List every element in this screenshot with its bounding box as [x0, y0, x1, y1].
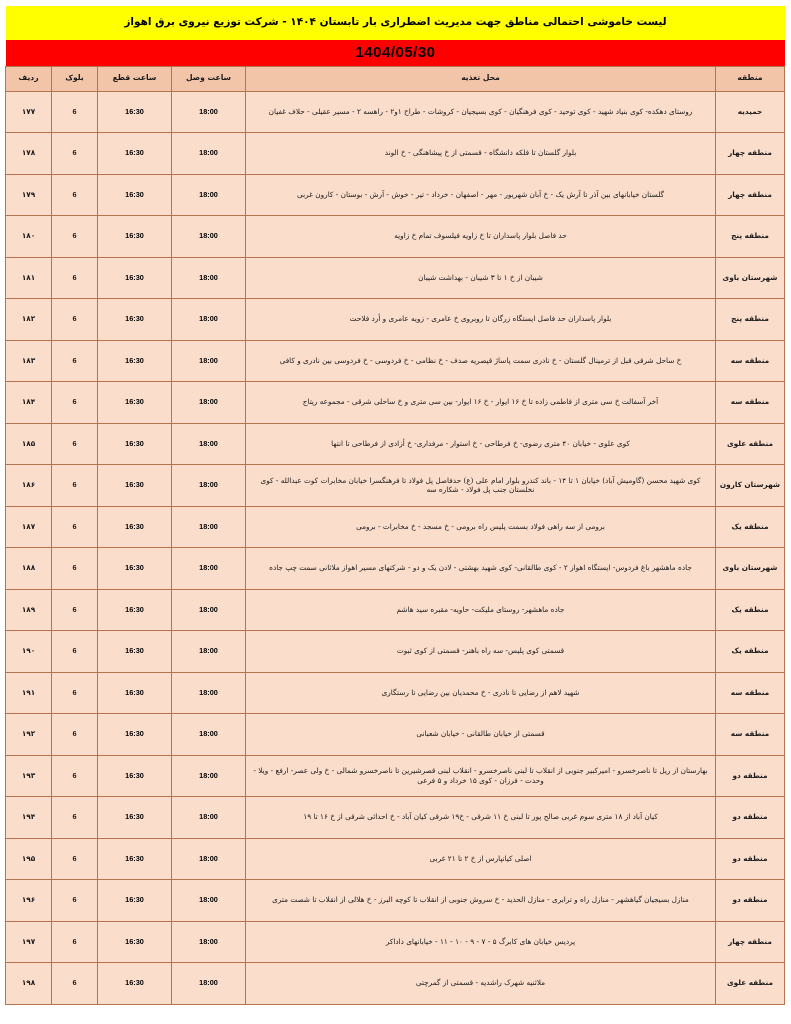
cell-zone: شهرستان کارون — [716, 465, 785, 507]
cell-block: 6 — [52, 382, 98, 424]
cell-description: کوی شهید محسن (گاومیش آباد) خیابان ۱ تا ۱۴ - باند کندرو بلوار امام علی (ع) حدفاصل پل فولاد تا فرهنگسرا خیابان مخابرات کوت عبدالله - کوی نخلستان جنب پل فولاد - شکاره سه — [246, 465, 716, 507]
cell-row-number: ۱۹۳ — [6, 755, 52, 797]
cell-description: اصلی کیانپارس از خ ۲ تا ۲۱ غربی — [246, 838, 716, 880]
cell-off-time: 16:30 — [98, 880, 172, 922]
cell-off-time: 16:30 — [98, 465, 172, 507]
cell-block: 6 — [52, 880, 98, 922]
cell-off-time: 16:30 — [98, 216, 172, 258]
table-row — [6, 216, 785, 258]
cell-row-number: ۱۸۲ — [6, 299, 52, 341]
cell-on-time: 18:00 — [172, 880, 246, 922]
cell-block: 6 — [52, 91, 98, 133]
cell-zone: منطقه دو — [716, 797, 785, 839]
cell-row-number: ۱۸۸ — [6, 548, 52, 590]
cell-block: 6 — [52, 548, 98, 590]
table-row — [6, 174, 785, 216]
cell-off-time: 16:30 — [98, 506, 172, 548]
table-row — [6, 465, 785, 507]
cell-on-time: 18:00 — [172, 216, 246, 258]
cell-on-time: 18:00 — [172, 174, 246, 216]
cell-row-number: ۱۹۱ — [6, 672, 52, 714]
cell-block: 6 — [52, 921, 98, 963]
outage-table — [5, 66, 785, 1005]
cell-off-time: 16:30 — [98, 797, 172, 839]
cell-description: بلوار پاسداران حد فاصل ایستگاه زرگان تا روبروی خ عامری - زویه عامری و أرد فلاحت — [246, 299, 716, 341]
cell-description: بهارستان از ریل تا ناصرخسرو - امیرکبیر جنوبی از انقلاب تا لبنی ناصرخسرو - انقلاب لبنی قصرشیرین تا ناصرخسرو شمالی - خ ولی عصر- ارفع - ویلا - وحدت - فرزان - کوی ۱۵ خرداد و ۵ فرعی — [246, 755, 716, 797]
cell-block: 6 — [52, 631, 98, 673]
cell-zone: منطقه سه — [716, 714, 785, 756]
cell-description: روستای دهکده- کوی بنیاد شهید - کوی توحید - کوی فرهنگیان - کوی بسیجیان - کروشات - طراح ۱و۲ - راهسه ۲ - مسیر عقیلی - حلاف غفیان — [246, 91, 716, 133]
table-row — [6, 838, 785, 880]
cell-description: جاده ماهشهر باغ فردوس- ایستگاه اهواز ۲ - کوی طالقانی- کوی شهید بهشتی - لادن یک و دو - شرکتهای مسیر اهواز ملاثانی سمت چپ جاده — [246, 548, 716, 590]
cell-row-number: ۱۹۰ — [6, 631, 52, 673]
cell-row-number: ۱۹۲ — [6, 714, 52, 756]
cell-row-number: ۱۹۵ — [6, 838, 52, 880]
cell-block: 6 — [52, 797, 98, 839]
cell-block: 6 — [52, 299, 98, 341]
table-row — [6, 340, 785, 382]
cell-on-time: 18:00 — [172, 133, 246, 175]
cell-off-time: 16:30 — [98, 838, 172, 880]
cell-zone: حمیدیه — [716, 91, 785, 133]
cell-off-time: 16:30 — [98, 257, 172, 299]
cell-off-time: 16:30 — [98, 755, 172, 797]
table-row — [6, 921, 785, 963]
page-title: لیست خاموشی احتمالی مناطق جهت مدیریت اضطراری بار تابستان ۱۴۰۴ - شرکت توزیع نیروی برق اهواز — [6, 6, 785, 40]
cell-row-number: ۱۸۱ — [6, 257, 52, 299]
cell-row-number: ۱۷۸ — [6, 133, 52, 175]
cell-on-time: 18:00 — [172, 921, 246, 963]
table-row — [6, 548, 785, 590]
column-header-description: محل تغذیه — [246, 66, 716, 91]
cell-description: شیبان از خ ۱ تا ۳ شیبان - بهداشت شیبان — [246, 257, 716, 299]
cell-description: برومی از سه راهی فولاد بسمت پلیس راه برومی - خ مسجد - خ مخابرات - برومی — [246, 506, 716, 548]
cell-block: 6 — [52, 174, 98, 216]
table-row — [6, 91, 785, 133]
cell-row-number: ۱۸۷ — [6, 506, 52, 548]
cell-on-time: 18:00 — [172, 299, 246, 341]
table-row — [6, 880, 785, 922]
cell-description: بلوار گلستان تا فلکه دانشگاه - قسمتی از خ پیشاهنگی - خ الوند — [246, 133, 716, 175]
table-row — [6, 423, 785, 465]
cell-on-time: 18:00 — [172, 589, 246, 631]
cell-off-time: 16:30 — [98, 382, 172, 424]
table-header — [6, 66, 785, 91]
cell-zone: منطقه دو — [716, 880, 785, 922]
cell-description: ملاثنیه شهرک راشدیه - قسمتی از گمرچتی — [246, 963, 716, 1005]
table-row — [6, 382, 785, 424]
cell-block: 6 — [52, 216, 98, 258]
cell-zone: منطقه یک — [716, 506, 785, 548]
cell-on-time: 18:00 — [172, 672, 246, 714]
cell-zone: منطقه سه — [716, 672, 785, 714]
cell-on-time: 18:00 — [172, 257, 246, 299]
cell-block: 6 — [52, 963, 98, 1005]
cell-zone: منطقه علوی — [716, 423, 785, 465]
cell-description: جاده ماهشهر- روستای ملیکت- حاویه- مقبره سید هاشم — [246, 589, 716, 631]
cell-description: قسمتی از خیابان طالقانی - خیابان شعبانی — [246, 714, 716, 756]
cell-on-time: 18:00 — [172, 340, 246, 382]
table-body — [6, 91, 785, 1004]
table-row — [6, 506, 785, 548]
table-row — [6, 755, 785, 797]
cell-zone: منطقه یک — [716, 589, 785, 631]
cell-description: آخر آسفالت خ سی متری از فاطمی زاده تا خ ۱۶ ایوار - خ ۱۶ ایوار- بین سی متری و خ ساحلی شرقی - مجموعه ریتاج — [246, 382, 716, 424]
cell-row-number: ۱۹۴ — [6, 797, 52, 839]
cell-row-number: ۱۸۴ — [6, 382, 52, 424]
table-row — [6, 631, 785, 673]
column-header-row: ردیف — [6, 66, 52, 91]
cell-block: 6 — [52, 838, 98, 880]
column-header-block: بلوک — [52, 66, 98, 91]
cell-row-number: ۱۸۹ — [6, 589, 52, 631]
cell-row-number: ۱۸۶ — [6, 465, 52, 507]
cell-on-time: 18:00 — [172, 797, 246, 839]
cell-block: 6 — [52, 257, 98, 299]
cell-row-number: ۱۸۳ — [6, 340, 52, 382]
cell-off-time: 16:30 — [98, 423, 172, 465]
cell-on-time: 18:00 — [172, 382, 246, 424]
cell-on-time: 18:00 — [172, 755, 246, 797]
cell-zone: شهرستان باوی — [716, 548, 785, 590]
cell-zone: منطقه علوی — [716, 963, 785, 1005]
cell-off-time: 16:30 — [98, 174, 172, 216]
cell-row-number: ۱۷۹ — [6, 174, 52, 216]
column-header-off-time: ساعت قطع — [98, 66, 172, 91]
cell-zone: منطقه چهار — [716, 921, 785, 963]
cell-zone: منطقه سه — [716, 382, 785, 424]
cell-row-number: ۱۸۵ — [6, 423, 52, 465]
table-header-row — [6, 66, 785, 91]
cell-row-number: ۱۹۸ — [6, 963, 52, 1005]
cell-description: شهید لاهم از رضایی تا نادری - خ محمدیان بین رضایی تا رستگاری — [246, 672, 716, 714]
cell-on-time: 18:00 — [172, 631, 246, 673]
table-row — [6, 714, 785, 756]
cell-block: 6 — [52, 465, 98, 507]
cell-block: 6 — [52, 340, 98, 382]
cell-description: کوی علوی - خیابان ۴۰ متری رضوی- خ فرطاحی - خ استوار - مرفداری- خ أزادی از فرطاحی تا انتها — [246, 423, 716, 465]
cell-zone: منطقه پنج — [716, 299, 785, 341]
table-row — [6, 589, 785, 631]
cell-on-time: 18:00 — [172, 91, 246, 133]
cell-on-time: 18:00 — [172, 838, 246, 880]
cell-block: 6 — [52, 506, 98, 548]
cell-description: حد فاصل بلوار پاسداران تا خ زاویه فیلسوف تمام خ زاویه — [246, 216, 716, 258]
table-row — [6, 257, 785, 299]
cell-block: 6 — [52, 714, 98, 756]
cell-row-number: ۱۹۷ — [6, 921, 52, 963]
cell-row-number: ۱۹۶ — [6, 880, 52, 922]
column-header-zone: منطقه — [716, 66, 785, 91]
table-row — [6, 133, 785, 175]
cell-on-time: 18:00 — [172, 548, 246, 590]
table-row — [6, 797, 785, 839]
cell-on-time: 18:00 — [172, 714, 246, 756]
cell-block: 6 — [52, 672, 98, 714]
cell-on-time: 18:00 — [172, 506, 246, 548]
cell-zone: شهرستان باوی — [716, 257, 785, 299]
cell-block: 6 — [52, 755, 98, 797]
cell-description: خ ساحل شرقی قبل از ترمینال گلستان - خ نادری سمت پاساژ قیصریه صدف - خ نظامی - خ فردوسی - خ فردوسی بین نادری و کافی — [246, 340, 716, 382]
cell-off-time: 16:30 — [98, 631, 172, 673]
cell-off-time: 16:30 — [98, 548, 172, 590]
schedule-date: 1404/05/30 — [6, 40, 785, 66]
cell-row-number: ۱۷۷ — [6, 91, 52, 133]
cell-zone: منطقه چهار — [716, 174, 785, 216]
column-header-on-time: ساعت وصل — [172, 66, 246, 91]
cell-off-time: 16:30 — [98, 589, 172, 631]
cell-zone: منطقه دو — [716, 755, 785, 797]
cell-off-time: 16:30 — [98, 672, 172, 714]
cell-zone: منطقه یک — [716, 631, 785, 673]
cell-block: 6 — [52, 133, 98, 175]
cell-on-time: 18:00 — [172, 963, 246, 1005]
cell-on-time: 18:00 — [172, 465, 246, 507]
cell-off-time: 16:30 — [98, 714, 172, 756]
cell-block: 6 — [52, 589, 98, 631]
cell-on-time: 18:00 — [172, 423, 246, 465]
cell-zone: منطقه دو — [716, 838, 785, 880]
cell-row-number: ۱۸۰ — [6, 216, 52, 258]
cell-off-time: 16:30 — [98, 133, 172, 175]
cell-zone: منطقه پنج — [716, 216, 785, 258]
table-row — [6, 963, 785, 1005]
table-row — [6, 672, 785, 714]
cell-off-time: 16:30 — [98, 963, 172, 1005]
cell-off-time: 16:30 — [98, 299, 172, 341]
cell-description: منازل بسیجیان گیاهشهر - منازل راه و ترابری - منازل الحدید - خ سروش جنوبی از انقلاب تا کوچه البرز - خ هلالی از انقلاب تا شصت متری — [246, 880, 716, 922]
cell-description: کیان آباد از ۱۸ متری سوم غربی صالح پور تا لبنی خ ۱۱ شرقی - خ۱۹ شرقی کیان آباد - خ احداثی شرقی از خ ۱۶ تا ۱۹ — [246, 797, 716, 839]
table-row — [6, 299, 785, 341]
cell-description: قسمتی کوی پلیس- سه راه باهنر- قسمتی از کوی ثبوت — [246, 631, 716, 673]
cell-zone: منطقه سه — [716, 340, 785, 382]
cell-zone: منطقه چهار — [716, 133, 785, 175]
cell-block: 6 — [52, 423, 98, 465]
cell-off-time: 16:30 — [98, 340, 172, 382]
cell-description: پردیس خیابان های کابرگ ۵ - ۷ - ۹ - ۱۰ - ۱۱ - خیابانهای داداکر — [246, 921, 716, 963]
cell-off-time: 16:30 — [98, 921, 172, 963]
cell-off-time: 16:30 — [98, 91, 172, 133]
cell-description: گلستان خیابانهای بین آذر تا آرش یک - خ آبان شهریور - مهر - اصفهان - خرداد - تیر - خوش - آرش - بوستان - کارون غربی — [246, 174, 716, 216]
